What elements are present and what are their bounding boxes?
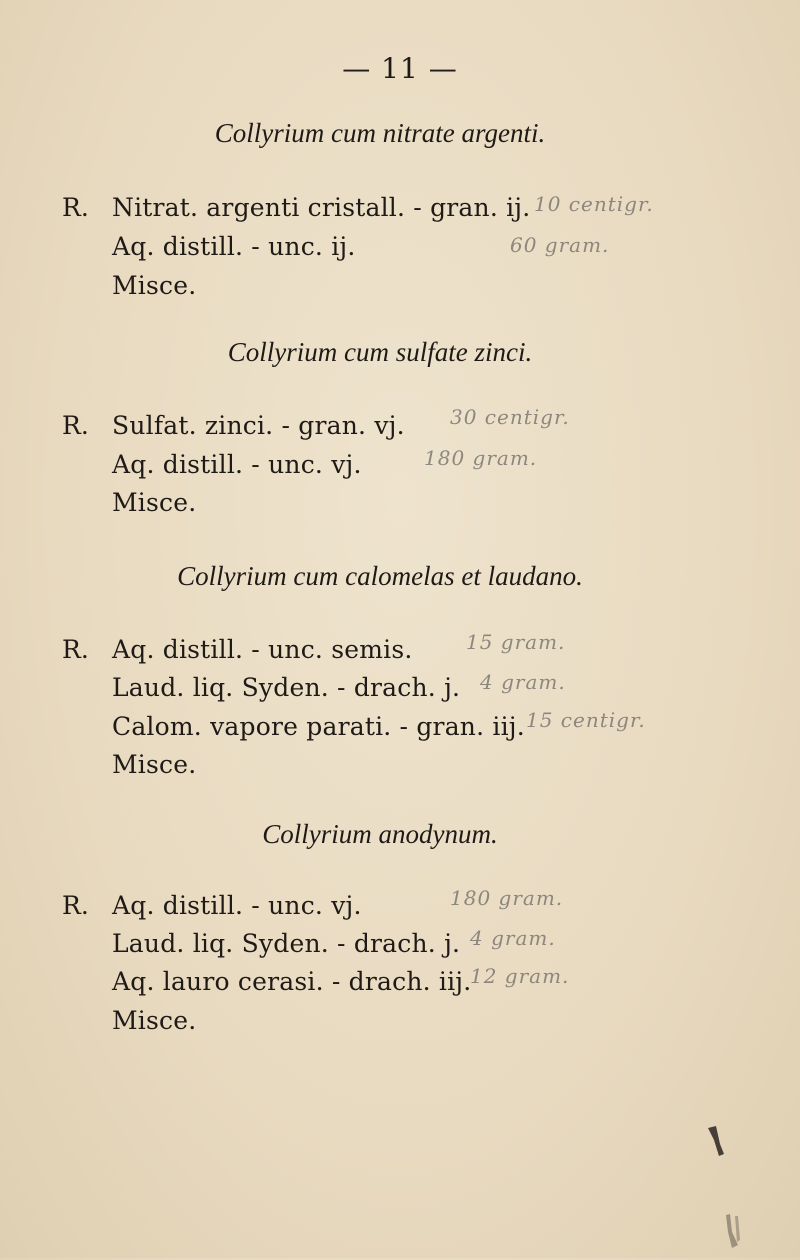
- handwritten-note: 10 centigr.: [534, 192, 654, 216]
- recipe-line: Aq. distill. - unc. vj.: [112, 891, 362, 920]
- handwritten-note: 15 centigr.: [526, 708, 646, 732]
- recipe-line: Calom. vapore parati. - gran. iij.: [112, 712, 525, 741]
- recipe-line: Laud. liq. Syden. - drach. j.: [112, 929, 461, 958]
- handwritten-note: 12 gram.: [470, 964, 570, 988]
- recipe-line: Misce.: [112, 750, 197, 779]
- recipe-symbol: R.: [62, 635, 89, 664]
- handwritten-note: 180 gram.: [424, 446, 538, 470]
- recipe-title: Collyrium cum sulfate zinci.: [227, 337, 533, 367]
- handwritten-note: 30 centigr.: [450, 405, 570, 429]
- recipe-line: Misce.: [112, 488, 197, 517]
- recipe-line: Aq. lauro cerasi. - drach. iij.: [112, 967, 472, 996]
- recipe-line: Nitrat. argenti cristall. - gran. ij.: [112, 193, 531, 222]
- recipe-symbol: R.: [62, 891, 89, 920]
- recipe-line: Aq. distill. - unc. semis.: [112, 635, 413, 664]
- ink-mark: [702, 1120, 742, 1260]
- recipe-line: Aq. distill. - unc. ij.: [112, 232, 356, 261]
- recipe-line: Laud. liq. Syden. - drach. j.: [112, 673, 461, 702]
- handwritten-note: 180 gram.: [450, 886, 564, 910]
- recipe-title: Collyrium anodynum.: [262, 819, 498, 849]
- recipe-line: Aq. distill. - unc. vj.: [112, 450, 362, 479]
- handwritten-note: 60 gram.: [510, 233, 610, 257]
- recipe-line: Misce.: [112, 1006, 197, 1035]
- recipe-symbol: R.: [62, 411, 89, 440]
- recipe-title: Collyrium cum calomelas et laudano.: [177, 561, 583, 591]
- handwritten-note: 4 gram.: [470, 926, 556, 950]
- recipe-symbol: R.: [62, 193, 89, 222]
- handwritten-note: 15 gram.: [466, 630, 566, 654]
- recipe-line: Misce.: [112, 271, 197, 300]
- page-number: — 11 —: [342, 52, 458, 85]
- handwritten-note: 4 gram.: [480, 670, 566, 694]
- recipe-title: Collyrium cum nitrate argenti.: [214, 118, 546, 148]
- recipe-line: Sulfat. zinci. - gran. vj.: [112, 411, 405, 440]
